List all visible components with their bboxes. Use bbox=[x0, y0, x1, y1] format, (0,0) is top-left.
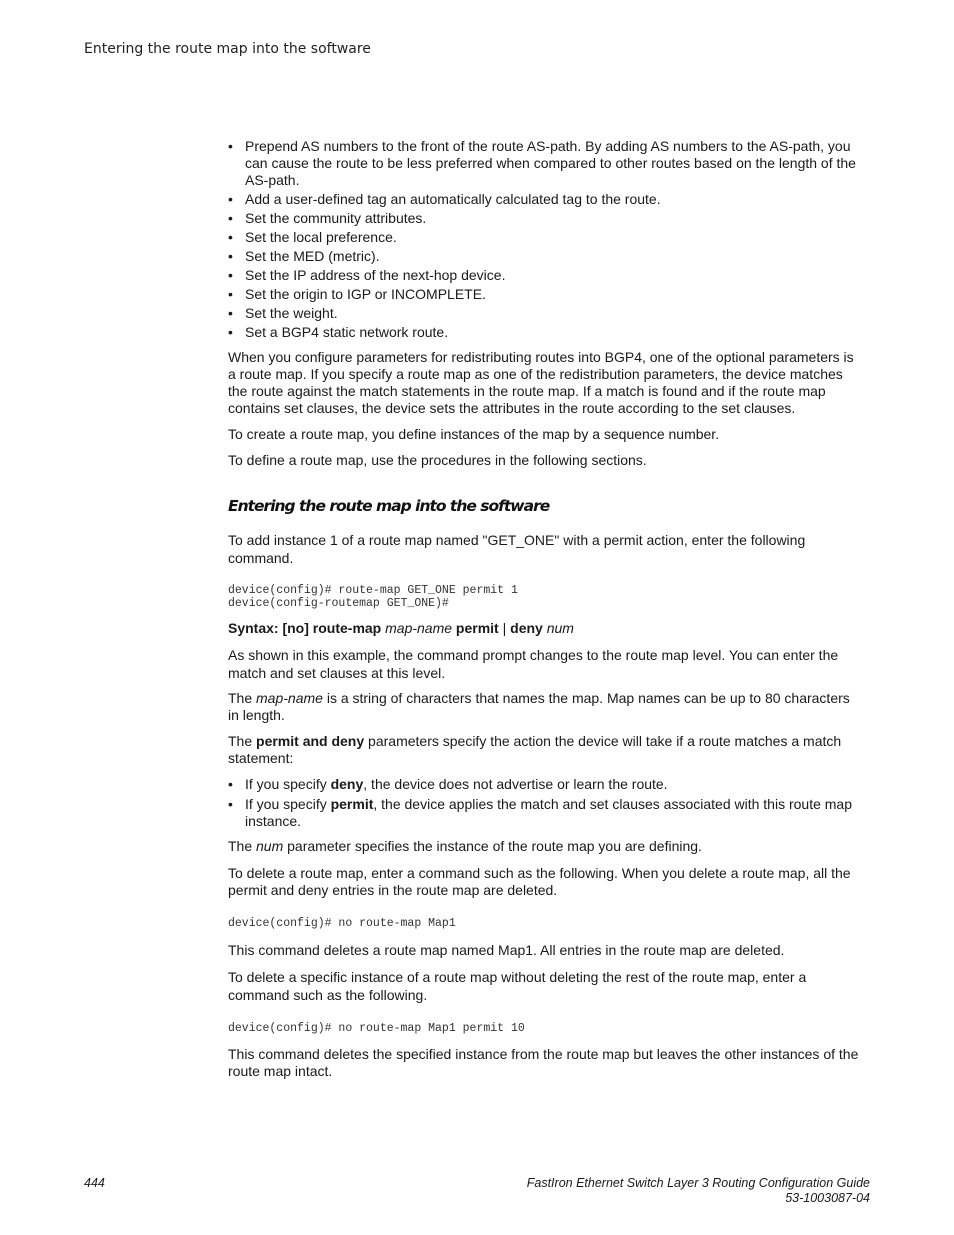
syntax-deny: deny bbox=[510, 620, 543, 636]
syntax-label: Syntax: [no] route-map bbox=[228, 620, 386, 636]
syntax-permit: permit bbox=[452, 620, 499, 636]
permit-deny-list bbox=[228, 776, 864, 830]
text-run: If you specify bbox=[245, 776, 331, 792]
list-item: • Set the IP address of the next-hop device. bbox=[228, 267, 864, 284]
running-header: Entering the route map into the software bbox=[84, 41, 371, 57]
paragraph-permit-deny bbox=[228, 733, 864, 767]
list-item: • Prepend AS numbers to the front of the route AS-path. By adding AS numbers to the AS-path, you can cause the route to be less preferred when compared to other routes based on the length of the AS-path. bbox=[228, 138, 864, 189]
syntax-line bbox=[228, 620, 864, 637]
footer-doc-info bbox=[527, 1176, 870, 1206]
paragraph-final: This command deletes the specified instance from the route map but leaves the other instances of the route map intact. bbox=[228, 1046, 859, 1079]
text-run: The bbox=[228, 838, 257, 854]
list-item: • Set the weight. bbox=[228, 305, 864, 322]
list-item bbox=[228, 776, 864, 793]
paragraph-prompt: As shown in this example, the command prompt changes to the route map level. You can enter the match and set clauses at this level. bbox=[228, 647, 839, 681]
list-item: • Set a BGP4 static network route. bbox=[228, 324, 864, 341]
paragraph-intro: To add instance 1 of a route map named "GET_ONE" with a permit action, enter the following command. bbox=[228, 532, 806, 566]
text-run: The bbox=[228, 690, 257, 706]
paragraph-delete: To delete a route map, enter a command such as the following. When you delete a route map, all the permit and deny entries in the route map are deleted. bbox=[228, 865, 851, 898]
term-deny: deny bbox=[330, 776, 364, 792]
term-permit: permit bbox=[330, 796, 374, 812]
paragraph-deleted: This command deletes a route map named Map1. All entries in the route map are deleted. bbox=[228, 941, 785, 958]
list-item: • Set the community attributes. bbox=[228, 210, 864, 227]
paragraph-delete-instance: To delete a specific instance of a route map without deleting the rest of the route map, enter a command such as the following. bbox=[228, 968, 807, 1003]
paragraph-mapname bbox=[228, 690, 864, 724]
term-num: num bbox=[256, 838, 284, 854]
term-mapname: map-name bbox=[256, 690, 323, 706]
syntax-arg-mapname: map-name bbox=[385, 620, 453, 636]
text-run: The bbox=[228, 733, 257, 749]
list-item: • Add a user-defined tag an automatically calculated tag to the route. bbox=[228, 191, 864, 208]
text-run: parameter specifies the instance of the route map you are defining. bbox=[283, 838, 702, 854]
text-run: is a string of characters that names the map. Map names can be up to 80 characters in length. bbox=[228, 690, 850, 723]
list-item: • Set the local preference. bbox=[228, 229, 864, 246]
paragraph-redistribute: When you configure parameters for redistributing routes into BGP4, one of the optional parameters is a route map. If you specify a route map as one of the redistribution parameters, the device matches the route against the match statements in the route map. If a match is found and if the route map contains set clauses, the device sets the attributes in the route according to the set clauses. bbox=[228, 349, 854, 416]
page-body bbox=[228, 138, 864, 1080]
list-item: • Set the origin to IGP or INCOMPLETE. bbox=[228, 286, 864, 303]
text-run: If you specify bbox=[245, 796, 331, 812]
text-run: , the device does not advertise or learn the route. bbox=[363, 776, 668, 792]
term-permit-deny: permit and deny bbox=[256, 733, 365, 749]
set-actions-list bbox=[228, 138, 864, 341]
paragraph-num bbox=[228, 838, 864, 855]
code-block-delete: device(config)# no route-map Map1 bbox=[228, 917, 456, 930]
syntax-separator: | bbox=[498, 620, 511, 636]
code-block-delete-instance: device(config)# no route-map Map1 permit 10 bbox=[228, 1021, 525, 1035]
doc-number: 53-1003087-04 bbox=[785, 1191, 870, 1205]
text-run: , the device applies the match and set clauses associated with this route map instance. bbox=[245, 796, 852, 829]
list-item bbox=[228, 796, 864, 830]
page-number: 444 bbox=[84, 1176, 105, 1190]
section-heading: Entering the route map into the software bbox=[228, 497, 550, 515]
syntax-arg-num: num bbox=[542, 620, 574, 636]
paragraph-define: To define a route map, use the procedures in the following sections. bbox=[228, 452, 647, 468]
doc-title: FastIron Ethernet Switch Layer 3 Routing Configuration Guide bbox=[526, 1176, 870, 1190]
code-block-create: device(config)# route-map GET_ONE permit 1 device(config-routemap GET_ONE)# bbox=[228, 584, 518, 610]
paragraph-create: To create a route map, you define instances of the map by a sequence number. bbox=[228, 426, 720, 442]
text-run: parameters specify the action the device will take if a route matches a match statement: bbox=[228, 733, 842, 766]
list-item: • Set the MED (metric). bbox=[228, 248, 864, 265]
